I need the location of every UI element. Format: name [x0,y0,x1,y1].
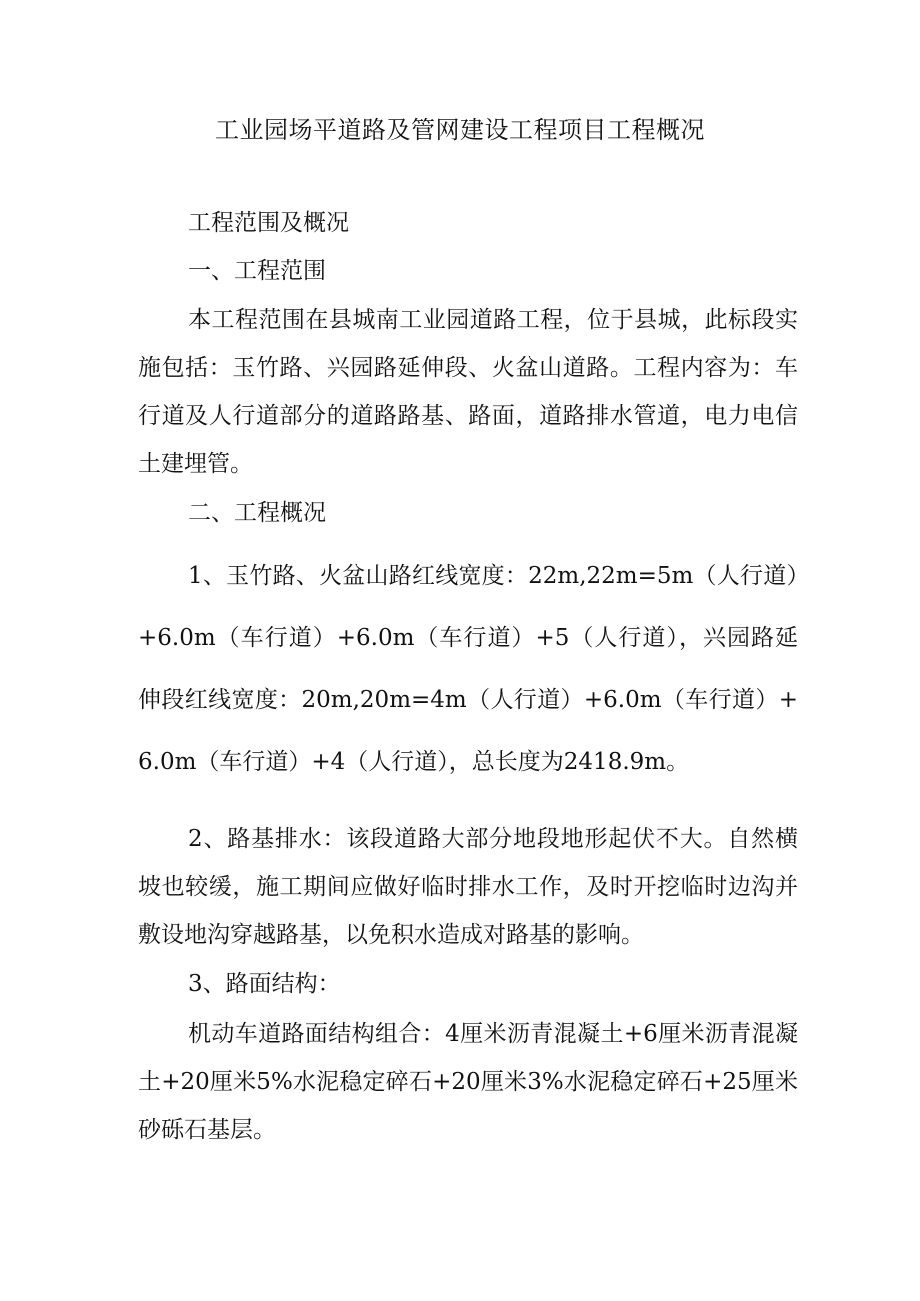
section-heading: 工程范围及概况 [188,210,349,236]
part2-item2: 2、路基排水：该段道路大部分地段地形起伏不大。自然横坡也较缓，施工期间应做好临时排水工作，及时开挖临时边沟并敷设地沟穿越路基，以免积水造成对路基的影响。 [138,826,798,948]
part2-item1: 1、玉竹路、火盆山路红线宽度：22m,22m=5m（人行道）+6.0m（车行道）+6.0m（车行道）+5（人行道），兴园路延伸段红线宽度：20m,20m=4m（人行道）+6.0m（车行道）+6.0m（车行道）+4（人行道），总长度为2418.9m。 [138,563,798,775]
part2-item3-body: 机动车道路面结构组合：4厘米沥青混凝土+6厘米沥青混凝土+20厘米5%水泥稳定碎石+20厘米3%水泥稳定碎石+25厘米砂砾石基层。 [138,1021,798,1143]
part2-heading: 二、工程概况 [188,500,326,526]
part1-heading: 一、工程范围 [188,258,326,284]
part2-item3-heading: 3、路面结构： [188,971,341,997]
document-title: 工业园场平道路及管网建设工程项目工程概况 [215,116,705,144]
part1-body: 本工程范围在县城南工业园道路工程，位于县城，此标段实施包括：玉竹路、兴园路延伸段、火盆山道路。工程内容为：车行道及人行道部分的道路路基、路面，道路排水管道，电力电信土建埋管。 [138,307,798,477]
